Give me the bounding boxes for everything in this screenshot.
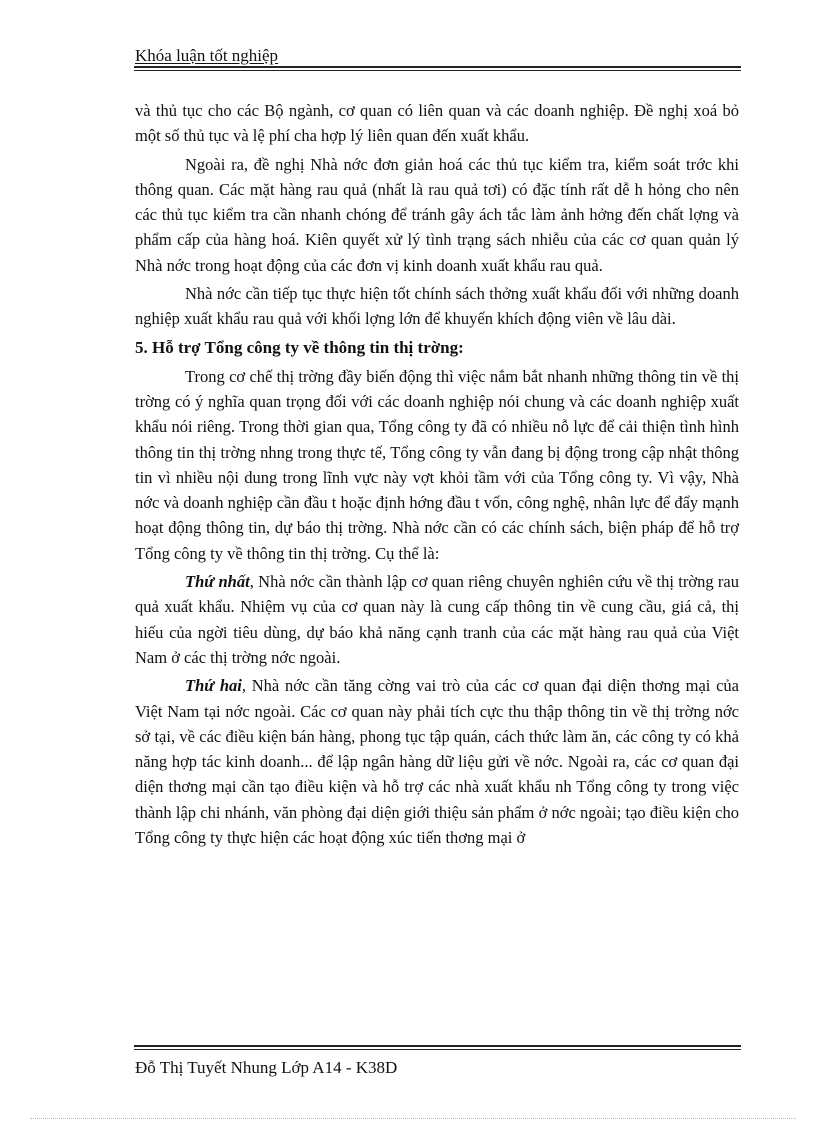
paragraph-6-lead: Thứ hai	[185, 676, 242, 696]
header-rule-thick	[134, 66, 741, 68]
paragraph-5	[135, 569, 739, 670]
page-edge-dotted-line	[30, 1118, 796, 1119]
paragraph-2: Ngoài ra, đề nghị Nhà nớc đơn giản hoá các thủ tục kiểm tra, kiểm soát trớc khi thông quan. Các mặt hàng rau quả (nhất là rau quả tơi) có đặc tính rất dễ h hỏng cho nên các thủ tục kiểm tra cần nhanh chóng để tránh gây ách tắc làm ảnh hởng đến chất lợng và phẩm cấp của hàng hoá. Kiên quyết xử lý tình trạng sách nhiễu của các cơ quan quản lý Nhà nớc trong hoạt động của các đơn vị kinh doanh xuất khẩu rau quả.	[135, 154, 739, 275]
document-body	[135, 98, 739, 850]
paragraph-1: và thủ tục cho các Bộ ngành, cơ quan có liên quan và các doanh nghiệp. Đề nghị xoá bỏ một số thủ tục và lệ phí cha hợp lý liên quan đến xuất khẩu.	[135, 101, 739, 146]
paragraph-5-lead: Thứ nhất	[185, 572, 250, 592]
header-title: Khóa luận tốt nghiệp	[135, 46, 279, 65]
paragraph-5-text: , Nhà nớc cần thành lập cơ quan riêng chuyên nghiên cứu về thị trờng rau quả xuất khẩu. Nhiệm vụ của cơ quan này là cung cấp thông tin về cung cầu, giá cả, thị hiếu của ngời tiêu dùng, dự báo khả năng cạnh tranh của các mặt hàng rau quả của Việt Nam ở các thị trờng nớc ngoài.	[135, 572, 740, 667]
paragraph-4: Trong cơ chế thị trờng đầy biến động thì việc nắm bắt nhanh những thông tin về thị trờng có ý nghĩa quan trọng đối với các doanh nghiệp nói chung và các doanh nghiệp xuất khẩu nói riêng. Trong thời gian qua, Tổng công ty đã có nhiều nỗ lực để cải thiện tình hình thông tin thị trờng nhng trong thực tế, Tổng công ty vẫn đang bị động trong cập nhật thông tin vì nhiều nội dung trong lĩnh vực này vợt khỏi tầm với của Tổng công ty. Vì vậy, Nhà nớc và doanh nghiệp cần đầu t hoặc định hớng đầu t vốn, công nghệ, nhân lực để đẩy mạnh hoạt động thông tin, dự báo thị trờng. Nhà nớc cần có các chính sách, biện pháp để hỗ trợ Tổng công ty về thông tin thị trờng. Cụ thể là:	[135, 366, 739, 563]
header-rule-thin	[134, 70, 741, 71]
paragraph-6-text: , Nhà nớc cần tăng cờng vai trò của các cơ quan đại diện thơng mại của Việt Nam tại nớc ngoài. Các cơ quan này phải tích cực thu thập thông tin về thị trờng nớc sở tại, về các điều kiện bán hàng, phong tục tập quán, cách thức làm ăn, các công ty có khả năng hợp tác kinh doanh... để lập ngân hàng dữ liệu gửi về nớc. Ngoài ra, các cơ quan đại diện thơng mại cần tạo điều kiện và hỗ trợ các nhà xuất khẩu nh Tổng công ty trong việc thành lập chi nhánh, văn phòng đại diện giới thiệu sản phẩm ở nớc ngoài; tạo điều kiện cho Tổng công ty thực hiện các hoạt động xúc tiến thơng mại ở	[135, 676, 740, 848]
section-heading-5: 5. Hỗ trợ Tổng công ty về thông tin thị trờng:	[135, 337, 464, 357]
footer-rule-thin	[134, 1049, 741, 1050]
footer-text: Đỗ Thị Tuyết Nhung Lớp A14 - K38D	[135, 1058, 398, 1077]
paragraph-6	[135, 673, 739, 850]
paragraph-3: Nhà nớc cần tiếp tục thực hiện tốt chính sách thởng xuất khẩu đối với những doanh nghiệp xuất khẩu rau quả với khối lợng lớn để khuyến khích động viên về lâu dài.	[135, 284, 739, 329]
footer-rule-thick	[134, 1045, 741, 1047]
